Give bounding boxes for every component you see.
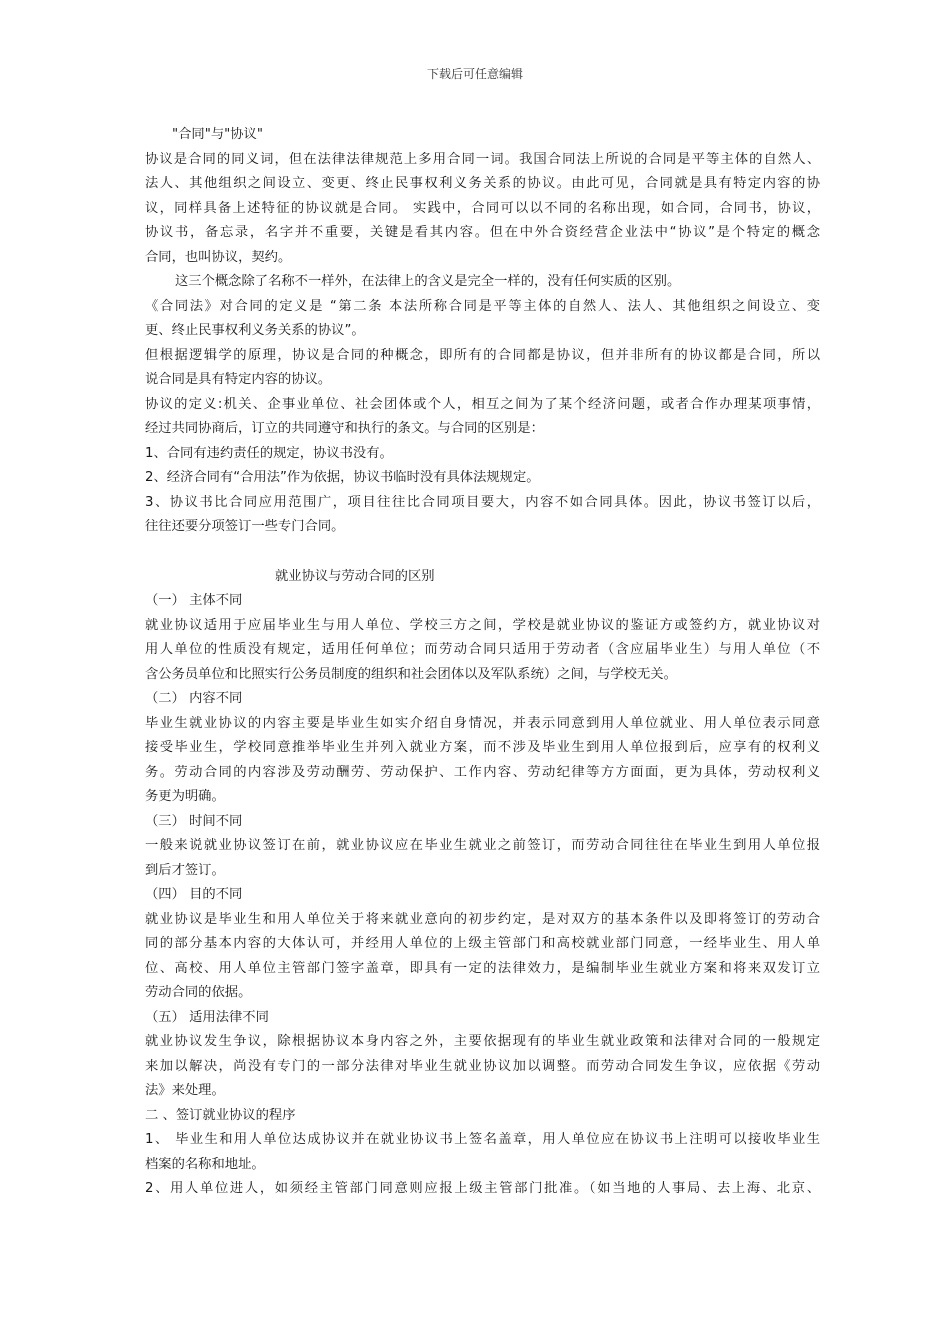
section-title: "合同"与"协议" [172,127,263,142]
text-line: 同的部分基本内容的大体认可，并经用人单位的上级主管部门和高校就业部门同意，一经毕业生、用人单 [145,936,820,951]
text-line: 议，同样具备上述特征的协议就是合同。 实践中，合同可以以不同的名称出现，如合同，合同书，协议， [145,200,820,216]
text-line: 协议是合同的同义词，但在法律法律规范上多用合同一词。我国合同法上所说的合同是平等主体的自然人、 [145,151,820,167]
text-line: 3、协议书比合同应用范围广，项目往往比合同项目要大，内容不如合同具体。因此，协议书签订以后， [145,494,820,510]
text-line: 但根据逻辑学的原理，协议是合同的种概念，即所有的合同都是协议，但并非所有的协议都是合同，所以 [145,347,820,363]
text-line: 就业协议适用于应届毕业生与用人单位、学校三方之间，学校是就业协议的鉴证方或签约方，就业协议对 [145,617,820,633]
text-line: 《合同法》对合同的定义是 “第二条 本法所称合同是平等主体的自然人、法人、其他组织之间设立、变 [145,298,820,314]
subheading: （三） 时间不同 [145,813,243,829]
list-item [145,1128,820,1177]
paragraph [145,344,820,393]
list-item: 2、经济合同有“合用法”作为依据，协议书临时没有具体法规规定。 [145,470,540,485]
paragraph [145,148,820,271]
text-line: 1、 毕业生和用人单位达成协议并在就业协议书上签名盖章，用人单位应在协议书上注明可以接收毕业生 [145,1132,820,1147]
text-line: 档案的名称和地址。 [145,1156,265,1172]
text-line: 就业协议是毕业生和用人单位关于将来就业意向的初步约定，是对双方的基本条件以及即将签订的劳动合 [145,911,820,927]
paragraph [145,908,820,1006]
paragraph [145,393,820,442]
subheading: （一） 主体不同 [145,593,243,608]
section-title: 二 、签订就业协议的程序 [145,1107,296,1123]
list-item: 1、合同有违约责任的规定，协议书没有。 [145,445,393,461]
text-line: 到后才签订。 [145,862,225,878]
text-line: 合同，也叫协议，契约。 [145,249,292,265]
text-line: 更、终止民事权利义务关系的协议”。 [145,323,365,338]
page-header: 下载后可任意编辑 [426,67,523,81]
paragraph [145,614,820,688]
text-line: 来加以解决，尚没有专门的一部分法律对毕业生就业协议加以调整。而劳动合同发生争议，应依据《劳动 [145,1058,820,1074]
text-line: 经过共同协商后，订立的共同遵守和执行的条文。与合同的区别是： [145,421,544,436]
paragraph [145,295,820,344]
text-line: 劳动合同的依据。 [145,985,252,1000]
list-item [145,491,820,540]
text-line: 接受毕业生，学校同意推举毕业生并列入就业方案，而不涉及毕业生到用人单位报到后，应享有的权利义 [145,740,820,755]
text-line: 往往还要分项签订一些专门合同。 [145,519,345,534]
document-body [145,123,820,1202]
text-line: 说合同是具有特定内容的协议。 [145,372,332,387]
text-line: 含公务员单位和比照实行公务员制度的组织和社会团体以及军队系统）之间，与学校无关。 [145,666,677,682]
subheading: （五） 适用法律不同 [145,1009,269,1025]
spacer [145,540,820,565]
paragraph [145,712,820,810]
text-line: 务更为明确。 [145,789,225,804]
text-line: 协议的定义:机关、企事业单位、社会团体或个人，相互之间为了某个经济问题，或者合作办理某项事情， [145,396,820,412]
text-line: 协议书，备忘录，名字并不重要，关键是看其内容。但在中外合资经营企业法中“协议”是个特定的概念 [145,225,820,240]
text-line: 务。劳动合同的内容涉及劳动酬劳、劳动保护、工作内容、劳动纪律等方方面面，更为具体，劳动权利义 [145,764,820,780]
paragraph: 这三个概念除了名称不一样外，在法律上的含义是完全一样的，没有任何实质的区别。 [175,274,681,289]
text-line: 用人单位的性质没有规定，适用任何单位；而劳动合同只适用于劳动者（含应届毕业生）与用人单位（不 [145,642,820,657]
section-title: 就业协议与劳动合同的区别 [275,568,435,584]
paragraph [145,834,820,883]
text-line: 一般来说就业协议签订在前，就业协议应在毕业生就业之前签订，而劳动合同往往在毕业生到用人单位报 [145,838,820,853]
text-line: 位、高校、用人单位主管部门签字盖章，即具有一定的法律效力，是编制毕业生就业方案和将来双发订立 [145,960,820,976]
text-line: 毕业生就业协议的内容主要是毕业生如实介绍自身情况，并表示同意到用人单位就业、用人单位表示同意 [145,715,820,731]
subheading: （四） 目的不同 [145,887,243,902]
text-line: 法人、其他组织之间设立、变更、终止民事权利义务关系的协议。由此可见，合同就是具有特定内容的协 [145,176,820,191]
subheading: （二） 内容不同 [145,691,243,706]
text-line: 法》来处理。 [145,1083,225,1098]
list-item: 2、用人单位进人，如须经主管部门同意则应报上级主管部门批准。（如当地的人事局、去上海、北京、 [145,1181,820,1196]
text-line: 就业协议发生争议，除根据协议本身内容之外，主要依据现有的毕业生就业政策和法律对合同的一般规定 [145,1034,820,1049]
paragraph [145,1030,820,1104]
